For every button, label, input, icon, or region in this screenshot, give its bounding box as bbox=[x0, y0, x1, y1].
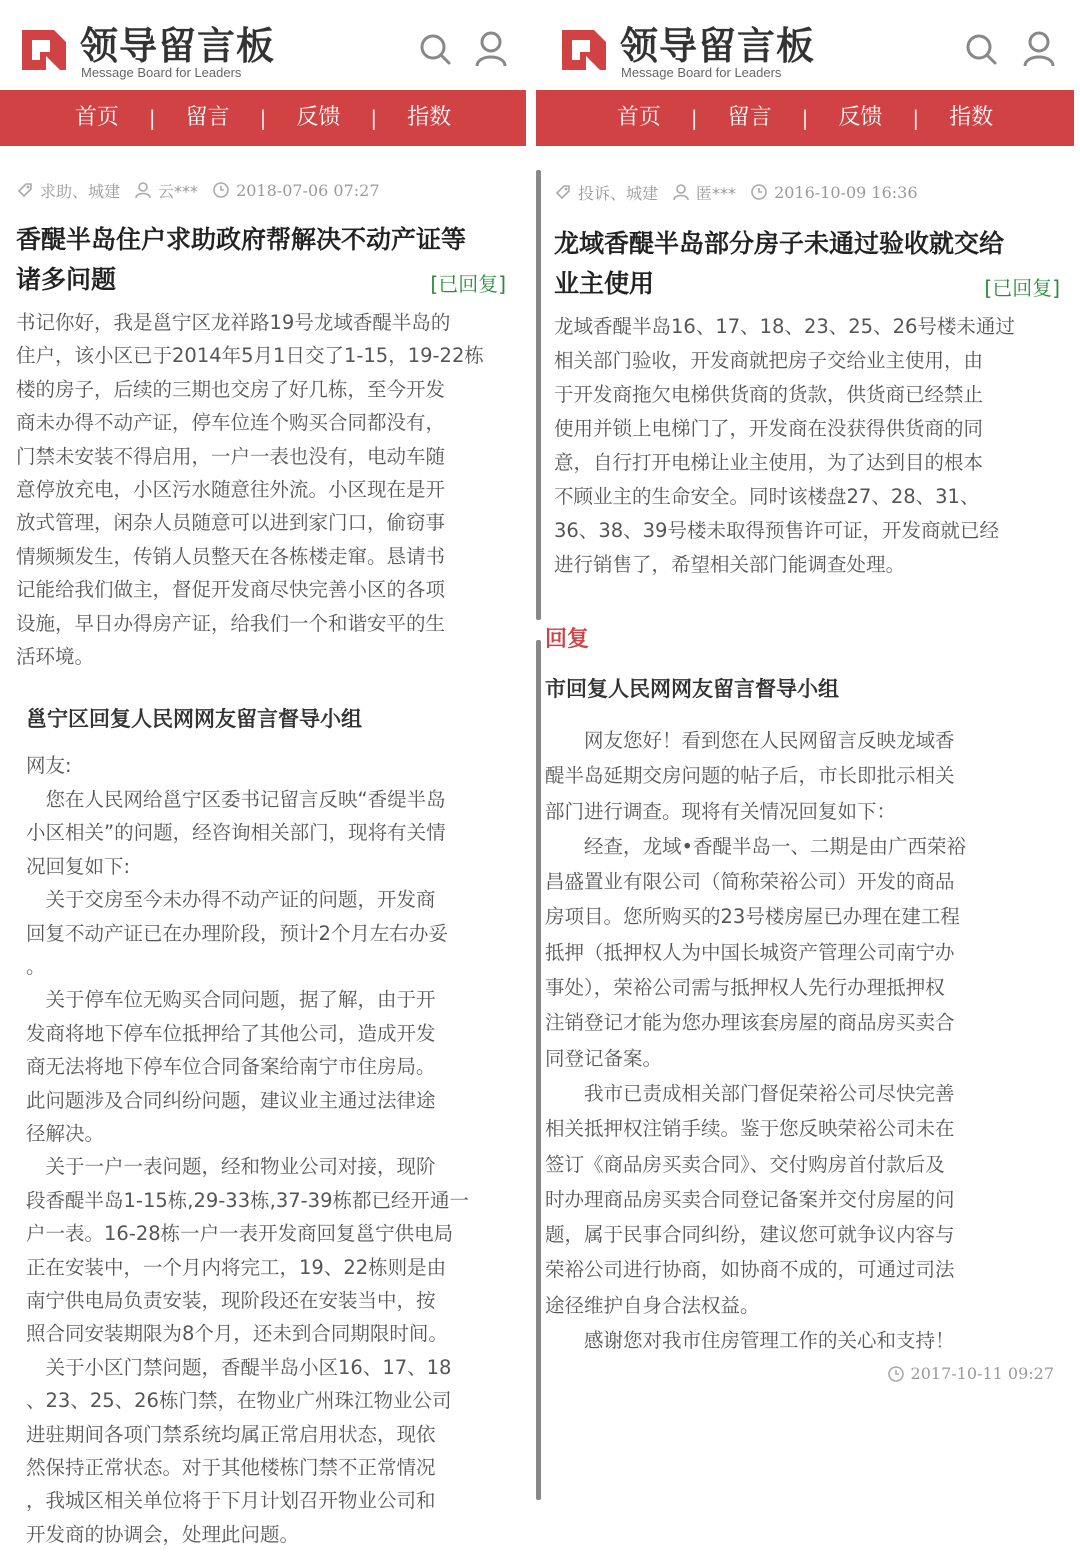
reply-line: 然保持正常状态。对于其他楼栋门禁不正常情况 bbox=[26, 1456, 436, 1479]
body-line: 活环境。 bbox=[16, 645, 95, 669]
reply-date: 2017-10-11 09:27 bbox=[910, 1364, 1054, 1384]
reply-line: 户一表。16-28栋一户一表开发商回复邕宁供电局 bbox=[26, 1222, 454, 1246]
reply-line: 照合同安装期限为8个月，还未到合同期限时间。 bbox=[26, 1322, 448, 1346]
right-screenshot bbox=[536, 0, 1080, 1560]
post-category[interactable]: 求助 bbox=[40, 181, 73, 201]
reply-line: 径解决。 bbox=[26, 1121, 105, 1145]
reply-line: 发商将地下停车位抵押给了其他公司，造成开发 bbox=[26, 1021, 436, 1045]
body-line: 意停放充电，小区污水随意往外流。小区现在是开 bbox=[16, 478, 446, 502]
reply-edge-bar bbox=[536, 640, 541, 1500]
reply-line: 关于停车位无购买合同问题，据了解，由于开 bbox=[26, 988, 436, 1012]
logo-icon bbox=[556, 22, 612, 78]
body-line: 住户，该小区已于2014年5月1日交了1-15，19-22栋 bbox=[16, 344, 484, 368]
nav-home[interactable]: 首页 bbox=[616, 105, 661, 130]
reply-line: 醍半岛延期交房问题的帖子后，市长即批示相关 bbox=[545, 764, 955, 788]
reply-line: 事处），荣裕公司需与抵押权人先行办理抵押权 bbox=[545, 976, 945, 1000]
body-line: 设施，早日办得房产证，给我们一个和谐安平的生 bbox=[16, 611, 446, 635]
body-line: 商未办得不动产证，停车位连个购买合同都没有， bbox=[16, 411, 446, 435]
post-title-line: 龙域香醍半岛部分房子未通过验收就交给 bbox=[554, 229, 1005, 258]
reply-line: 荣裕公司进行协商，如协商不成的，可通过司法 bbox=[545, 1258, 955, 1282]
reply-line: 签订《商品房买卖合同》、交付购房首付款后及 bbox=[545, 1152, 945, 1176]
body-line: 楼的房子，后续的三期也交房了好几栋，至今开发 bbox=[16, 377, 446, 401]
body-line: 情频频发生，传销人员整天在各栋楼走窜。恳请书 bbox=[16, 544, 446, 568]
reply-line: 。 bbox=[26, 954, 46, 978]
status-badge: [已回复] bbox=[984, 276, 1060, 300]
reply-line: 开发商的协调会，处理此问题。 bbox=[26, 1522, 300, 1546]
post-category[interactable]: 投诉 bbox=[578, 183, 611, 203]
panel-divider bbox=[526, 0, 536, 1560]
reply-line: 小区相关”的问题，经咨询相关部门，现将有关情 bbox=[26, 821, 446, 845]
nav-separator: | bbox=[370, 106, 378, 130]
reply-line: 途径维护自身合法权益。 bbox=[545, 1293, 760, 1317]
reply-section bbox=[16, 703, 506, 1551]
reply-line: 关于小区门禁问题，香醍半岛小区16、17、18 bbox=[26, 1355, 452, 1379]
reply-line: 房项目。您所购买的23号楼房屋已办理在建工程 bbox=[545, 905, 960, 929]
reply-line: 南宁供电局负责安装，现阶段还在安装当中，按 bbox=[26, 1288, 436, 1312]
reply-line: 时办理商品房买卖合同登记备案并交付房屋的问 bbox=[545, 1187, 955, 1211]
reply-line: 段香醍半岛1-15栋,29-33栋,37-39栋都已经开通一 bbox=[26, 1188, 469, 1212]
user-icon[interactable] bbox=[1022, 30, 1056, 68]
reply-line: 网友: bbox=[26, 754, 72, 778]
reply-section bbox=[536, 582, 1080, 1383]
site-name-en: Message Board for Leaders bbox=[621, 65, 782, 80]
main-nav bbox=[536, 90, 1074, 146]
reply-line: 关于交房至今未办得不动产证的问题，开发商 bbox=[26, 888, 436, 912]
reply-time bbox=[545, 1364, 1060, 1383]
nav-message[interactable]: 留言 bbox=[185, 105, 230, 130]
reply-label: 回复 bbox=[545, 627, 590, 652]
reply-line: 您在人民网给邕宁区委书记留言反映“香缇半岛 bbox=[26, 787, 446, 811]
reply-line: 我市已责成相关部门督促荣裕公司尽快完善 bbox=[545, 1081, 955, 1105]
reply-body bbox=[26, 749, 506, 1551]
site-name: 领导留言板 bbox=[620, 24, 816, 68]
reply-org: 邕宁区回复人民网网友留言督导小组 bbox=[26, 707, 362, 732]
reply-line: 同登记备案。 bbox=[545, 1046, 663, 1070]
nav-index[interactable]: 指数 bbox=[949, 105, 994, 130]
post-body bbox=[16, 306, 506, 673]
meta-separator: 、 bbox=[72, 181, 89, 201]
reply-edge-bar bbox=[536, 170, 541, 620]
post-title bbox=[554, 224, 1060, 304]
post bbox=[0, 146, 526, 1551]
site-name: 领导留言板 bbox=[80, 24, 276, 68]
reply-line: 进驻期间各项门禁系统均属正常启用状态，现依 bbox=[26, 1422, 436, 1446]
nav-home[interactable]: 首页 bbox=[74, 105, 119, 130]
body-line: 不顾业主的生命安全。同时该楼盘27、28、31、 bbox=[554, 485, 980, 508]
reply-line: 回复不动产证已在办理阶段，预计2个月左右办妥 bbox=[26, 921, 448, 945]
site-header bbox=[536, 0, 1080, 90]
left-screenshot bbox=[0, 0, 526, 1560]
post-region[interactable]: 城建 bbox=[626, 183, 659, 203]
nav-feedback[interactable]: 反馈 bbox=[296, 105, 341, 130]
reply-line: 注销登记才能为您办理该套房屋的商品房买卖合 bbox=[545, 1011, 955, 1035]
logo-icon bbox=[16, 22, 72, 78]
clock-icon bbox=[212, 181, 230, 199]
user-icon[interactable] bbox=[474, 30, 508, 68]
post-region[interactable]: 城建 bbox=[88, 181, 121, 201]
reply-line: ，我城区相关单位将于下月计划召开物业公司和 bbox=[26, 1489, 436, 1513]
body-line: 书记你好，我是邕宁区龙祥路19号龙域香醍半岛的 bbox=[16, 311, 451, 334]
nav-feedback[interactable]: 反馈 bbox=[838, 105, 883, 130]
body-line: 门禁未安装不得启用，一户一表也没有，电动车随 bbox=[16, 444, 446, 468]
nav-separator: | bbox=[148, 106, 156, 130]
post-title bbox=[16, 220, 506, 300]
body-line: 相关部门验收，开发商就把房子交给业主使用，由 bbox=[554, 349, 984, 372]
reply-line: 抵押（抵押权人为中国长城资产管理公司南宁办 bbox=[545, 940, 955, 964]
body-line: 龙域香醍半岛16、17、18、23、25、26号楼未通过 bbox=[554, 315, 1015, 338]
reply-line: 昌盛置业有限公司（简称荣裕公司）开发的商品 bbox=[545, 870, 955, 894]
search-icon[interactable] bbox=[964, 32, 998, 66]
body-line: 意，自行打开电梯让业主使用，为了达到目的根本 bbox=[554, 451, 984, 474]
nav-separator: | bbox=[912, 106, 920, 130]
meta-separator: 、 bbox=[610, 183, 627, 203]
reply-line: 感谢您对我市住房管理工作的关心和支持！ bbox=[545, 1329, 955, 1353]
reply-line: 经查，龙域•香醍半岛一、二期是由广西荣裕 bbox=[545, 834, 967, 858]
post-title-line: 香醍半岛住户求助政府帮解决不动产证等 bbox=[16, 225, 467, 254]
nav-index[interactable]: 指数 bbox=[407, 105, 452, 130]
body-line: 记能给我们做主，督促开发商尽快完善小区的各项 bbox=[16, 578, 446, 602]
site-name-en: Message Board for Leaders bbox=[81, 65, 242, 80]
user-icon bbox=[134, 181, 152, 199]
post-title-line: 诸多问题 bbox=[16, 265, 117, 294]
post-date: 2016-10-09 16:36 bbox=[774, 182, 918, 202]
nav-message[interactable]: 留言 bbox=[727, 105, 772, 130]
reply-line: 况回复如下: bbox=[26, 854, 131, 878]
tag-icon bbox=[16, 181, 34, 199]
body-line: 于开发商拖欠电梯供货商的货款，供货商已经禁止 bbox=[554, 383, 984, 406]
reply-line: 题，属于民事合同纠纷，建议您可就争议内容与 bbox=[545, 1223, 955, 1247]
reply-line: 此问题涉及合同纠纷问题，建议业主通过法律途 bbox=[26, 1088, 436, 1112]
nav-separator: | bbox=[801, 106, 809, 130]
post-meta bbox=[554, 180, 1060, 204]
post-author: 云*** bbox=[158, 181, 199, 201]
site-header bbox=[0, 0, 526, 90]
body-line: 使用并锁上电梯门了，开发商在没获得供货商的同 bbox=[554, 417, 984, 440]
user-icon bbox=[672, 183, 690, 201]
tag-icon bbox=[554, 183, 572, 201]
reply-line: 部门进行调查。现将有关情况回复如下： bbox=[545, 799, 897, 823]
search-icon[interactable] bbox=[418, 32, 452, 66]
body-line: 进行销售了，希望相关部门能调查处理。 bbox=[554, 553, 906, 576]
reply-line: 相关抵押权注销手续。鉴于您反映荣裕公司未在 bbox=[545, 1117, 955, 1141]
post bbox=[536, 146, 1080, 582]
reply-line: 、23、25、26栋门禁，在物业广州珠江物业公司 bbox=[26, 1389, 452, 1413]
nav-separator: | bbox=[259, 106, 267, 130]
body-line: 放式管理，闲杂人员随意可以进到家门口，偷窃事 bbox=[16, 511, 446, 535]
clock-icon bbox=[750, 183, 768, 201]
post-title-line: 业主使用 bbox=[554, 269, 655, 298]
status-badge: [已回复] bbox=[430, 272, 506, 296]
main-nav bbox=[0, 90, 526, 146]
reply-line: 关于一户一表问题，经和物业公司对接，现阶 bbox=[26, 1155, 436, 1179]
reply-line: 商无法将地下停车位合同备案给南宁市住房局。 bbox=[26, 1055, 436, 1079]
nav-separator: | bbox=[690, 106, 698, 130]
reply-line: 正在安装中，一个月内将完工，19、22栋则是由 bbox=[26, 1255, 447, 1279]
post-meta bbox=[16, 178, 506, 202]
reply-line: 网友您好！看到您在人民网留言反映龙域香 bbox=[545, 729, 955, 752]
post-body bbox=[554, 310, 1060, 582]
clock-icon bbox=[887, 1365, 905, 1383]
body-line: 36、38、39号楼未取得预售许可证，开发商就已经 bbox=[554, 519, 999, 542]
reply-body bbox=[545, 723, 1060, 1358]
reply-org: 市回复人民网网友留言督导小组 bbox=[545, 677, 839, 701]
post-author: 匿*** bbox=[696, 183, 737, 203]
post-date: 2018-07-06 07:27 bbox=[236, 180, 380, 200]
